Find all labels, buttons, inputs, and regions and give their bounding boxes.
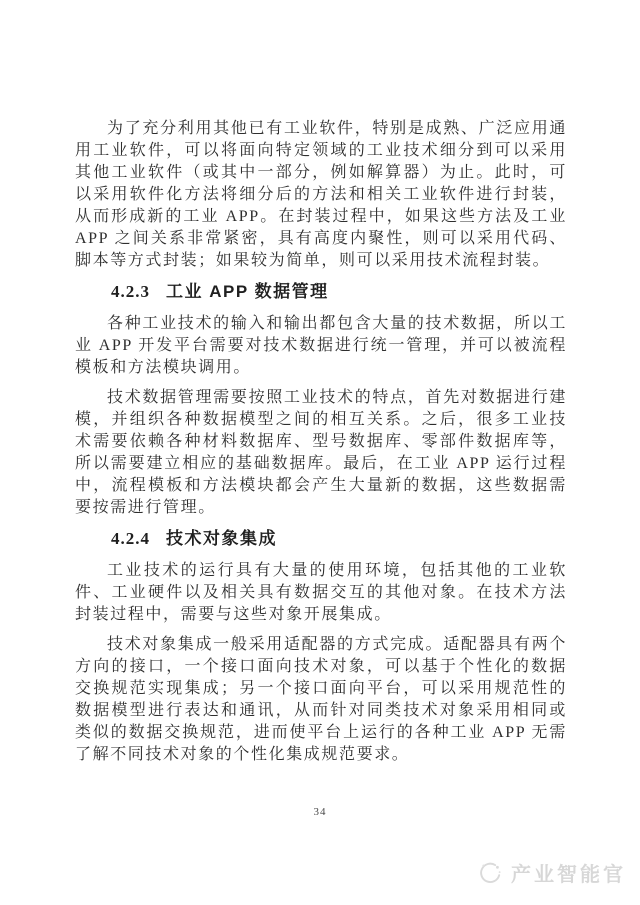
page-content	[75, 118, 567, 774]
brand-logo-icon	[476, 859, 504, 887]
footer-brand-label: 产业智能官	[511, 864, 626, 886]
paragraph: 技术数据管理需要按照工业技术的特点，首先对数据进行建模，并组织各种数据模型之间的相互关系。之后，很多工业技术需要依赖各种材料数据库、型号数据库、零部件数据库等，所以需要建立相应的基础数据库。最后，在工业 APP 运行过程中，流程模板和方法模块都会产生大量新的数据，这些数据需要按需进行管理。	[75, 389, 567, 516]
section-title: 技术对象集成	[166, 529, 277, 548]
paragraph: 技术对象集成一般采用适配器的方式完成。适配器具有两个方向的接口，一个接口面向技术对象，可以基于个性化的数据交换规范实现集成；另一个接口面向平台，可以采用规范性的数据模型进行表达和通讯，从而针对同类技术对象采用相同或类似的数据交换规范，进而使平台上运行的各种工业 APP 无需了解不同技术对象的个性化集成规范要求。	[75, 636, 567, 763]
paragraph: 为了充分利用其他已有工业软件，特别是成熟、广泛应用通用工业软件，可以将面向特定领域的工业技术细分到可以采用其他工业软件（或其中一部分，例如解算器）为止。此时，可以采用软件化方法将细分后的方法和相关工业软件进行封装，从而形成新的工业 APP。在封装过程中，如果这些方法及工业 APP 之间关系非常紧密，具有高度内聚性，则可以采用代码、脚本等方式封装；如果较为简单，则可以采用技术流程封装。	[75, 120, 567, 269]
section-heading-424	[75, 527, 567, 552]
paragraph: 各种工业技术的输入和输出都包含大量的技术数据，所以工业 APP 开发平台需要对技术数据进行统一管理，并可以被流程模板和方法模块调用。	[75, 315, 567, 376]
paragraph: 工业技术的运行具有大量的使用环境，包括其他的工业软件、工业硬件以及相关具有数据交互的其他对象。在技术方法封装过程中，需要与这些对象开展集成。	[75, 562, 567, 623]
page-number: 34	[313, 806, 327, 818]
section-heading-423	[75, 280, 567, 305]
footer-watermark	[476, 858, 626, 887]
section-number: 4.2.3	[111, 282, 150, 301]
section-number: 4.2.4	[111, 529, 150, 548]
section-title: 工业 APP 数据管理	[166, 282, 329, 301]
